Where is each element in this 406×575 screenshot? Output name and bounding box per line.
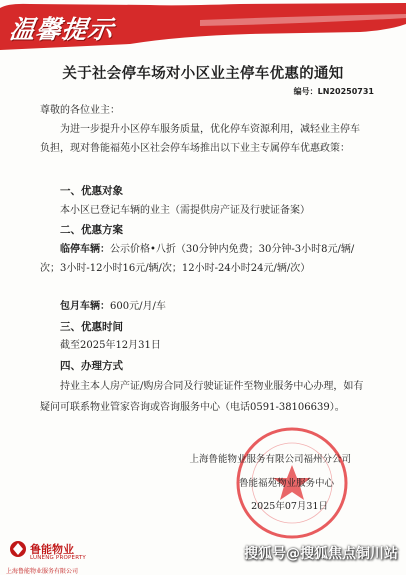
signature-service-center: 鲁能福苑物业服务中心 [238,478,334,489]
section-heading-target: 一、优惠对象 [60,185,123,197]
intro-paragraph: 为进一步提升小区停车服务质量，优化停车资源利用，减轻业主停车负担，现对鲁能福苑小区社会停车场推出以下业主专属停车优惠政策： [40,124,360,154]
salutation: 尊敬的各位业主： [40,105,120,116]
monthly-parking-line [60,297,166,316]
notice-title: 关于社会停车场对小区业主停车优惠的通知 [62,65,344,82]
section-body-period: 截至2025年12月31日 [60,340,161,351]
monthly-parking-rate: 600元/月/车 [110,301,166,312]
monthly-parking-label: 包月车辆： [60,301,110,312]
temporary-parking-paragraph [40,240,366,278]
section-heading-plan: 二、优惠方案 [60,224,123,236]
section-body-target: 本小区已登记车辆的业主（需提供房产证及行驶证备案） [60,205,310,216]
signature-date: 2025年07月31日 [251,501,328,512]
section-heading-period: 三、优惠时间 [60,321,123,333]
banner-title: 温馨提示 [7,15,116,44]
temporary-parking-label: 临停车辆： [60,244,110,255]
section-body-procedure: 持业主本人房产证/购房合同及行驶证证件至物业服务中心办理，如有疑问可联系物业管家咨询或咨询服务中心（电话0591-38106639）。 [40,381,364,413]
temporary-parking-rates: 公示价格•八折（30分钟内免费；30分钟-3小时8元/辆/次；3小时-12小时16元/辆/次；12小时-24小时24元/辆/次） [40,244,355,274]
notice-number: 编号：LN20250731 [293,87,374,96]
section-heading-procedure: 四、办理方式 [60,360,123,372]
sohu-watermark: 搜狐号@搜狐焦点铜川站 [244,546,398,562]
signature-company: 上海鲁能物业服务有限公司福州分公司 [189,454,351,465]
footer-company-name: 上海鲁能物业服务有限公司 [6,568,79,575]
footer-logo-name: 鲁能物业 [30,543,74,556]
footer-logo-subtitle: LUNENG PROPERTY [30,555,86,561]
